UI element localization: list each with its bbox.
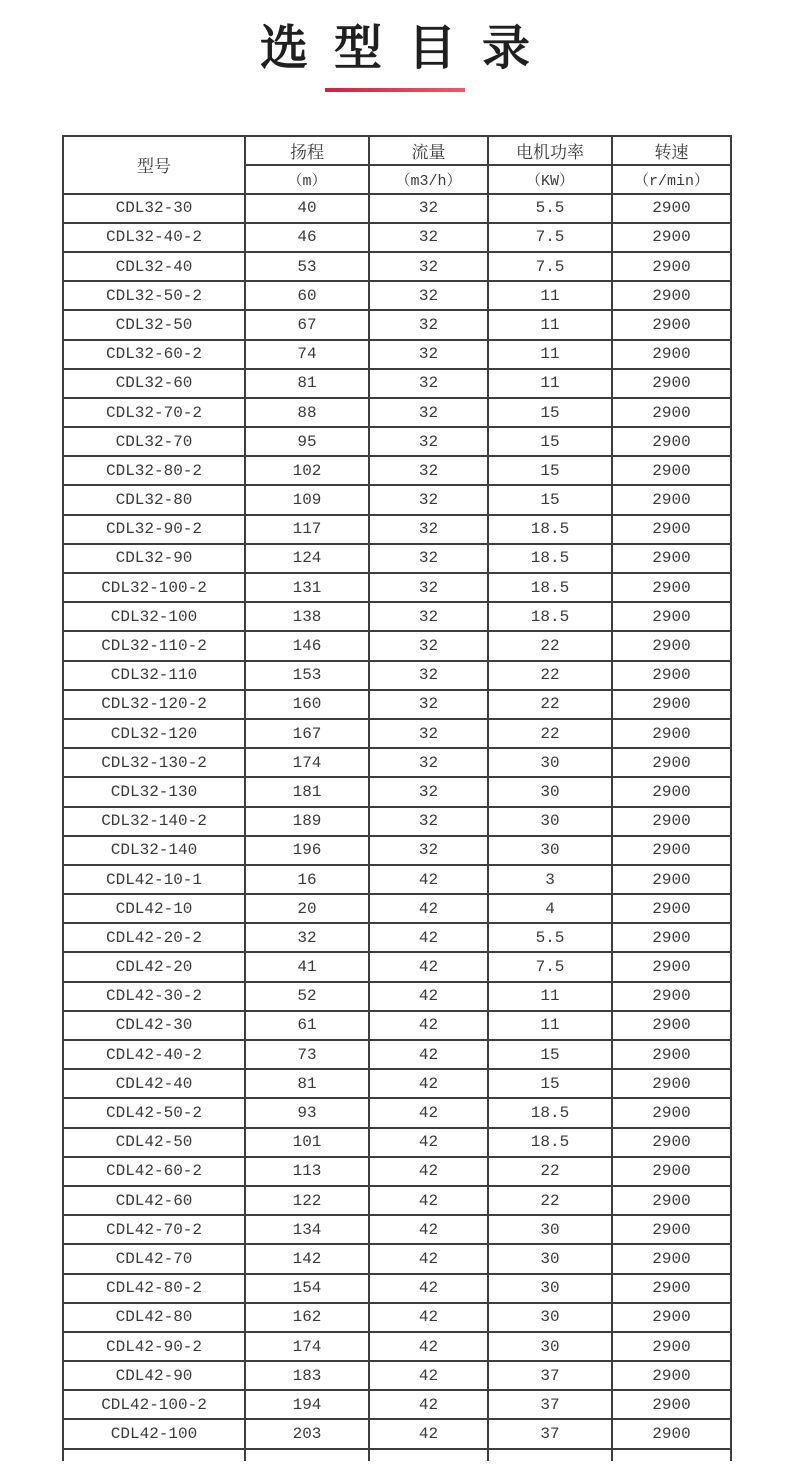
cell-model: CDL42-10-1 [63, 865, 245, 894]
cell-speed: 2900 [612, 369, 731, 398]
col-unit-head: （m） [245, 165, 369, 194]
cell-power: 22 [488, 1157, 612, 1186]
cell-speed: 2900 [612, 281, 731, 310]
table-row [63, 369, 731, 398]
cell-flow: 32 [369, 631, 488, 660]
cell-power: 30 [488, 1274, 612, 1303]
cell-power: 22 [488, 1186, 612, 1215]
cell-speed: 2900 [612, 690, 731, 719]
cell-flow: 42 [369, 1069, 488, 1098]
cell-head: 81 [245, 1069, 369, 1098]
table-row [63, 485, 731, 514]
table-header [63, 136, 731, 194]
cell-model: CDL32-110-2 [63, 631, 245, 660]
cell-head: 52 [245, 982, 369, 1011]
cell-power: 37 [488, 1361, 612, 1390]
header-row-labels [63, 136, 731, 165]
cell-head: 74 [245, 340, 369, 369]
cell-flow: 32 [369, 456, 488, 485]
table-row [63, 544, 731, 573]
cell-model: CDL32-70 [63, 427, 245, 456]
cell-head: 93 [245, 1098, 369, 1127]
cell-power: 18.5 [488, 544, 612, 573]
cell-speed: 2900 [612, 398, 731, 427]
cell-head: 67 [245, 310, 369, 339]
cell-flow: 32 [369, 573, 488, 602]
cell-head: 53 [245, 252, 369, 281]
cell-speed: 2900 [612, 1361, 731, 1390]
cell-flow: 32 [369, 836, 488, 865]
cell-flow: 32 [369, 427, 488, 456]
cell-speed: 2900 [612, 1040, 731, 1069]
cell-speed: 2900 [612, 310, 731, 339]
cell-power: 11 [488, 982, 612, 1011]
cell-head: 32 [245, 923, 369, 952]
cell-speed: 2900 [612, 748, 731, 777]
cell-head: 102 [245, 456, 369, 485]
cell-speed: 2900 [612, 1390, 731, 1419]
cell-flow: 42 [369, 1098, 488, 1127]
cell-head: 167 [245, 719, 369, 748]
cell-head: 16 [245, 865, 369, 894]
cell-head: 174 [245, 748, 369, 777]
cell-flow: 42 [369, 1390, 488, 1419]
cell-head: 40 [245, 194, 369, 223]
cell-head: 181 [245, 777, 369, 806]
table-row [63, 1069, 731, 1098]
cell-model: CDL32-110 [63, 661, 245, 690]
cell-model: CDL42-40 [63, 1069, 245, 1098]
cell-head: 160 [245, 690, 369, 719]
cell-speed: 2900 [612, 982, 731, 1011]
table-row [63, 748, 731, 777]
cell-model: CDL32-60-2 [63, 340, 245, 369]
table-row [63, 719, 731, 748]
cell-power: 18.5 [488, 602, 612, 631]
cell-flow: 32 [369, 777, 488, 806]
cell-flow: 32 [369, 544, 488, 573]
cell-model: CDL42-30 [63, 1011, 245, 1040]
cell-model: CDL32-130-2 [63, 748, 245, 777]
cell-power: 30 [488, 836, 612, 865]
cell-head: 146 [245, 631, 369, 660]
table-row [63, 894, 731, 923]
table-row [63, 952, 731, 981]
cell-model: CDL42-10 [63, 894, 245, 923]
cell-flow: 32 [369, 485, 488, 514]
cell-head: 131 [245, 573, 369, 602]
cell-flow: 32 [369, 661, 488, 690]
cell-power: 15 [488, 427, 612, 456]
table-row [63, 1332, 731, 1361]
cell-head: 189 [245, 807, 369, 836]
cell-model: CDL32-40 [63, 252, 245, 281]
cell-head: 138 [245, 602, 369, 631]
cell-head: 183 [245, 1361, 369, 1390]
cell-model: CDL32-80-2 [63, 456, 245, 485]
cell-empty [612, 1449, 731, 1461]
table-row [63, 865, 731, 894]
cell-head: 61 [245, 1011, 369, 1040]
cell-flow: 32 [369, 515, 488, 544]
table-clipped-row [63, 1449, 731, 1461]
table-row [63, 923, 731, 952]
cell-model: CDL32-30 [63, 194, 245, 223]
cell-power: 15 [488, 398, 612, 427]
cell-speed: 2900 [612, 631, 731, 660]
cell-model: CDL42-70-2 [63, 1215, 245, 1244]
cell-power: 11 [488, 310, 612, 339]
cell-power: 5.5 [488, 194, 612, 223]
col-header-speed: 转速 [612, 136, 731, 165]
cell-head: 142 [245, 1244, 369, 1273]
cell-head: 134 [245, 1215, 369, 1244]
cell-head: 174 [245, 1332, 369, 1361]
cell-model: CDL42-90-2 [63, 1332, 245, 1361]
table-row [63, 777, 731, 806]
cell-speed: 2900 [612, 1274, 731, 1303]
cell-speed: 2900 [612, 777, 731, 806]
cell-speed: 2900 [612, 1128, 731, 1157]
cell-head: 124 [245, 544, 369, 573]
table-row [63, 807, 731, 836]
table-row [63, 1303, 731, 1332]
cell-model: CDL42-80 [63, 1303, 245, 1332]
cell-speed: 2900 [612, 1186, 731, 1215]
cell-power: 22 [488, 661, 612, 690]
cell-model: CDL42-60-2 [63, 1157, 245, 1186]
cell-flow: 42 [369, 982, 488, 1011]
cell-power: 22 [488, 719, 612, 748]
cell-power: 11 [488, 340, 612, 369]
col-unit-speed: （r/min） [612, 165, 731, 194]
cell-model: CDL32-40-2 [63, 223, 245, 252]
table-row [63, 1390, 731, 1419]
cell-power: 15 [488, 1040, 612, 1069]
table-row [63, 573, 731, 602]
cell-model: CDL32-90-2 [63, 515, 245, 544]
cell-model: CDL42-20 [63, 952, 245, 981]
cell-flow: 32 [369, 340, 488, 369]
cell-flow: 32 [369, 690, 488, 719]
table-body [63, 194, 731, 1449]
cell-speed: 2900 [612, 1332, 731, 1361]
cell-empty [369, 1449, 488, 1461]
cell-model: CDL42-20-2 [63, 923, 245, 952]
table-row [63, 1274, 731, 1303]
cell-flow: 32 [369, 748, 488, 777]
table-row [63, 690, 731, 719]
cell-flow: 42 [369, 1040, 488, 1069]
cell-model: CDL32-130 [63, 777, 245, 806]
cell-model: CDL32-140-2 [63, 807, 245, 836]
cell-power: 22 [488, 690, 612, 719]
cell-model: CDL42-80-2 [63, 1274, 245, 1303]
cell-flow: 42 [369, 1361, 488, 1390]
cell-flow: 32 [369, 194, 488, 223]
table-row [63, 1361, 731, 1390]
cell-head: 196 [245, 836, 369, 865]
table-row [63, 1157, 731, 1186]
cell-speed: 2900 [612, 1215, 731, 1244]
cell-power: 11 [488, 1011, 612, 1040]
table-row [63, 1098, 731, 1127]
cell-flow: 42 [369, 1011, 488, 1040]
cell-model: CDL42-90 [63, 1361, 245, 1390]
cell-flow: 42 [369, 865, 488, 894]
table-row [63, 1419, 731, 1448]
cell-model: CDL32-100 [63, 602, 245, 631]
cell-power: 15 [488, 1069, 612, 1098]
title-section [0, 0, 790, 92]
cell-power: 4 [488, 894, 612, 923]
table-row [63, 223, 731, 252]
cell-head: 81 [245, 369, 369, 398]
cell-model: CDL42-60 [63, 1186, 245, 1215]
cell-power: 11 [488, 281, 612, 310]
cell-model: CDL42-40-2 [63, 1040, 245, 1069]
cell-speed: 2900 [612, 456, 731, 485]
cell-head: 154 [245, 1274, 369, 1303]
cell-empty [63, 1449, 245, 1461]
cell-power: 30 [488, 1244, 612, 1273]
cell-speed: 2900 [612, 1244, 731, 1273]
cell-speed: 2900 [612, 836, 731, 865]
cell-power: 30 [488, 807, 612, 836]
cell-model: CDL32-120-2 [63, 690, 245, 719]
cell-model: CDL32-50 [63, 310, 245, 339]
col-header-model: 型号 [63, 136, 245, 194]
partial-row [63, 1449, 731, 1461]
cell-speed: 2900 [612, 865, 731, 894]
table-row [63, 1215, 731, 1244]
col-header-head: 扬程 [245, 136, 369, 165]
table-row [63, 602, 731, 631]
cell-flow: 42 [369, 923, 488, 952]
cell-head: 95 [245, 427, 369, 456]
title-divider [325, 88, 465, 92]
cell-flow: 32 [369, 310, 488, 339]
table-row [63, 661, 731, 690]
cell-head: 122 [245, 1186, 369, 1215]
cell-flow: 42 [369, 1128, 488, 1157]
cell-model: CDL42-50-2 [63, 1098, 245, 1127]
cell-speed: 2900 [612, 1303, 731, 1332]
cell-speed: 2900 [612, 1011, 731, 1040]
cell-flow: 32 [369, 719, 488, 748]
cell-head: 41 [245, 952, 369, 981]
cell-flow: 42 [369, 1274, 488, 1303]
table-row [63, 836, 731, 865]
cell-head: 162 [245, 1303, 369, 1332]
cell-model: CDL32-70-2 [63, 398, 245, 427]
cell-flow: 42 [369, 1244, 488, 1273]
cell-power: 30 [488, 1303, 612, 1332]
table-row [63, 310, 731, 339]
cell-power: 18.5 [488, 1098, 612, 1127]
cell-power: 15 [488, 485, 612, 514]
cell-model: CDL32-140 [63, 836, 245, 865]
cell-power: 22 [488, 631, 612, 660]
cell-speed: 2900 [612, 1157, 731, 1186]
cell-model: CDL42-30-2 [63, 982, 245, 1011]
cell-flow: 32 [369, 223, 488, 252]
cell-flow: 42 [369, 1157, 488, 1186]
cell-speed: 2900 [612, 515, 731, 544]
table-row [63, 398, 731, 427]
cell-power: 30 [488, 1332, 612, 1361]
cell-head: 46 [245, 223, 369, 252]
cell-model: CDL32-80 [63, 485, 245, 514]
cell-speed: 2900 [612, 1419, 731, 1448]
cell-speed: 2900 [612, 544, 731, 573]
cell-head: 153 [245, 661, 369, 690]
cell-model: CDL42-70 [63, 1244, 245, 1273]
cell-speed: 2900 [612, 719, 731, 748]
cell-head: 60 [245, 281, 369, 310]
col-unit-power: （KW） [488, 165, 612, 194]
table-row [63, 456, 731, 485]
cell-model: CDL42-100 [63, 1419, 245, 1448]
cell-speed: 2900 [612, 252, 731, 281]
cell-power: 18.5 [488, 1128, 612, 1157]
cell-power: 30 [488, 777, 612, 806]
cell-head: 117 [245, 515, 369, 544]
cell-model: CDL32-90 [63, 544, 245, 573]
cell-head: 194 [245, 1390, 369, 1419]
cell-speed: 2900 [612, 923, 731, 952]
cell-flow: 32 [369, 252, 488, 281]
cell-power: 3 [488, 865, 612, 894]
cell-speed: 2900 [612, 1098, 731, 1127]
cell-model: CDL42-100-2 [63, 1390, 245, 1419]
cell-head: 73 [245, 1040, 369, 1069]
cell-model: CDL42-50 [63, 1128, 245, 1157]
cell-power: 7.5 [488, 223, 612, 252]
table-row [63, 631, 731, 660]
col-header-power: 电机功率 [488, 136, 612, 165]
cell-flow: 42 [369, 1332, 488, 1361]
table-row [63, 281, 731, 310]
table-row [63, 982, 731, 1011]
cell-power: 30 [488, 748, 612, 777]
cell-power: 18.5 [488, 515, 612, 544]
cell-flow: 32 [369, 369, 488, 398]
cell-power: 37 [488, 1419, 612, 1448]
cell-model: CDL32-120 [63, 719, 245, 748]
table-row [63, 340, 731, 369]
table-row [63, 1244, 731, 1273]
cell-speed: 2900 [612, 194, 731, 223]
cell-speed: 2900 [612, 807, 731, 836]
cell-flow: 42 [369, 1303, 488, 1332]
cell-speed: 2900 [612, 573, 731, 602]
cell-empty [245, 1449, 369, 1461]
cell-speed: 2900 [612, 952, 731, 981]
table-row [63, 1011, 731, 1040]
table-row [63, 427, 731, 456]
cell-speed: 2900 [612, 1069, 731, 1098]
cell-speed: 2900 [612, 485, 731, 514]
cell-model: CDL32-60 [63, 369, 245, 398]
cell-empty [488, 1449, 612, 1461]
cell-flow: 32 [369, 281, 488, 310]
selection-catalog-table [62, 135, 732, 1461]
cell-speed: 2900 [612, 340, 731, 369]
cell-power: 11 [488, 369, 612, 398]
table-row [63, 1186, 731, 1215]
cell-flow: 32 [369, 807, 488, 836]
cell-head: 88 [245, 398, 369, 427]
cell-speed: 2900 [612, 602, 731, 631]
cell-speed: 2900 [612, 894, 731, 923]
table-row [63, 515, 731, 544]
table-row [63, 252, 731, 281]
cell-head: 203 [245, 1419, 369, 1448]
cell-flow: 32 [369, 398, 488, 427]
cell-model: CDL32-50-2 [63, 281, 245, 310]
col-unit-flow: （m3/h） [369, 165, 488, 194]
cell-speed: 2900 [612, 427, 731, 456]
cell-flow: 42 [369, 894, 488, 923]
cell-model: CDL32-100-2 [63, 573, 245, 602]
cell-power: 7.5 [488, 952, 612, 981]
cell-flow: 32 [369, 602, 488, 631]
cell-head: 101 [245, 1128, 369, 1157]
col-header-flow: 流量 [369, 136, 488, 165]
cell-power: 5.5 [488, 923, 612, 952]
cell-power: 7.5 [488, 252, 612, 281]
cell-flow: 42 [369, 1186, 488, 1215]
table-row [63, 194, 731, 223]
cell-flow: 42 [369, 1419, 488, 1448]
cell-power: 37 [488, 1390, 612, 1419]
cell-head: 20 [245, 894, 369, 923]
cell-flow: 42 [369, 952, 488, 981]
cell-head: 113 [245, 1157, 369, 1186]
cell-speed: 2900 [612, 661, 731, 690]
cell-power: 30 [488, 1215, 612, 1244]
cell-flow: 42 [369, 1215, 488, 1244]
cell-power: 18.5 [488, 573, 612, 602]
table-row [63, 1128, 731, 1157]
cell-power: 15 [488, 456, 612, 485]
cell-head: 109 [245, 485, 369, 514]
table-row [63, 1040, 731, 1069]
page-title: 选型目录 [259, 22, 556, 75]
cell-speed: 2900 [612, 223, 731, 252]
